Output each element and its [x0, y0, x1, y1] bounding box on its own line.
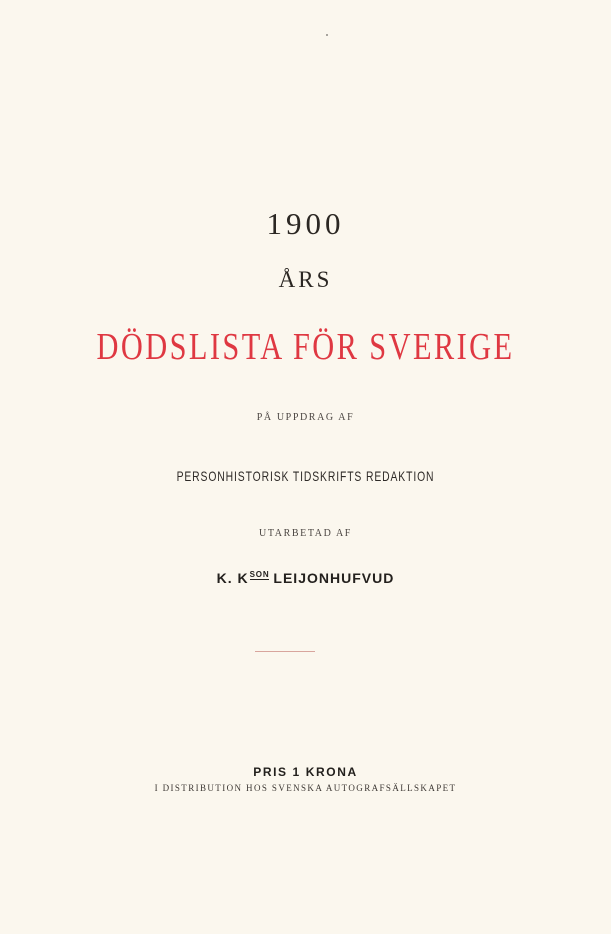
assignment-line: PÅ UPPDRAG AF — [256, 412, 355, 423]
year-heading: 1900 — [266, 206, 345, 241]
author-surname: LEIJONHUFVUD — [273, 570, 395, 586]
prepared-by-line: UTARBETAD AF — [259, 528, 352, 539]
paper-speck — [326, 34, 328, 36]
author-superscript: SON — [249, 570, 270, 579]
decorative-rule — [255, 651, 315, 652]
main-title: DÖDSLISTA FÖR SVERIGE — [96, 326, 515, 368]
author-line — [0, 570, 611, 586]
ars-heading: ÅRS — [278, 267, 333, 292]
distribution-line: I DISTRIBUTION HOS SVENSKA AUTOGRAFSÄLLSKAPET — [154, 783, 457, 793]
price-line: PRIS 1 KRONA — [253, 765, 358, 779]
editors-line: PERSONHISTORISK TIDSKRIFTS REDAKTION — [176, 468, 435, 484]
author-initial: K. K — [216, 570, 249, 586]
